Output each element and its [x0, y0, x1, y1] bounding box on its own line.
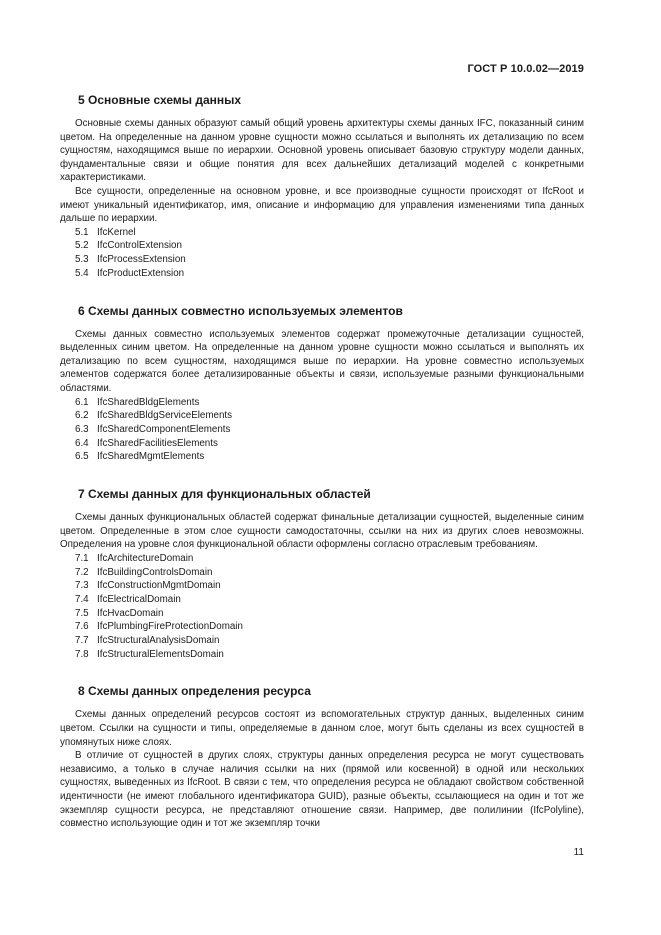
- item-number: 7.7: [75, 635, 89, 647]
- item-name: IfcBuildingControlsDomain: [97, 566, 213, 578]
- list-item: [75, 239, 584, 253]
- list-item: [75, 552, 584, 566]
- item-number: 5.4: [75, 267, 89, 279]
- paragraph: Схемы данных определений ресурсов состоят из вспомогательных структур данных, выделенных синим цветом. Ссылки на сущности и типы, определяемые в данном слое, могут быть сделаны из всех сущностей в упомянутых ниже слоях.: [60, 709, 584, 748]
- section-6: [60, 303, 584, 464]
- item-number: 7.2: [75, 566, 89, 578]
- list-item: [75, 409, 584, 423]
- item-number: 7.8: [75, 648, 89, 660]
- list-item: [75, 579, 584, 593]
- item-number: 5.3: [75, 254, 89, 266]
- list-item: [75, 607, 584, 621]
- section-heading: 5 Основные схемы данных: [78, 93, 242, 107]
- item-name: IfcArchitectureDomain: [97, 552, 194, 564]
- item-name: IfcHvacDomain: [97, 607, 164, 619]
- item-number: 7.3: [75, 580, 89, 592]
- list-item: [75, 396, 584, 410]
- list-item: [75, 267, 584, 281]
- item-name: IfcProductExtension: [97, 267, 185, 279]
- section-7: [60, 486, 584, 661]
- paragraph: Основные схемы данных образуют самый общий уровень архитектуры схемы данных IFC, показанный синим цветом. На определенные на данном уровне сущности можно ссылаться и выполнять их детализацию по всем сущностям, находящимся выше по иерархии. Основной уровень описывает базовую структуру модели данных, фундаментальные связи и общие понятия для всех дальнейших детализаций моделей с конкретными характеристиками.: [60, 118, 584, 184]
- item-number: 6.2: [75, 410, 89, 422]
- section-5: [60, 92, 584, 281]
- item-name: IfcConstructionMgmtDomain: [97, 580, 221, 592]
- item-name: IfcStructuralElementsDomain: [97, 648, 224, 660]
- section-heading: 8 Схемы данных определения ресурса: [78, 684, 311, 699]
- item-name: IfcSharedBldgElements: [97, 396, 200, 408]
- list-item: [75, 423, 584, 437]
- list-item: [75, 648, 584, 662]
- item-number: 5.2: [75, 240, 89, 252]
- item-number: 7.5: [75, 607, 89, 619]
- schema-list: [60, 226, 584, 281]
- paragraph: В отличие от сущностей в других слоях, структуры данных определения ресурса не могут существовать независимо, а только в случае наличия ссылки на них (прямой или косвенной) в одной или нескольких сущностях, выведенных из IfcRoot. В связи с тем, что определения ресурса не обладают свойством собственной идентичности (не имеют глобального идентификатора GUID), разные объекты, ссылающиеся на один и тот же экземпляр сущности ресурса, не представляют отношение связи. Например, две полилинии (IfcPolyline), совместно использующие один и тот же экземпляр точки: [60, 750, 584, 830]
- list-item: [75, 253, 584, 267]
- list-item: [75, 634, 584, 648]
- item-number: 6.4: [75, 437, 89, 449]
- item-name: IfcProcessExtension: [97, 254, 186, 266]
- paragraph: Все сущности, определенные на основном уровне, и все производные сущности происходят от IfcRoot и имеют уникальный идентификатор, имя, описание и информацию для управления изменениями типа данных дальше по иерархии.: [60, 185, 584, 225]
- page-content: [60, 92, 584, 831]
- item-number: 7.1: [75, 552, 89, 564]
- section-heading: 7 Схемы данных для функциональных областей: [78, 487, 371, 502]
- item-name: IfcSharedMgmtElements: [97, 451, 205, 463]
- list-item: [75, 450, 584, 464]
- item-name: IfcSharedBldgServiceElements: [97, 410, 233, 422]
- paragraph: Схемы данных совместно используемых элементов содержат промежуточные детализации сущностей, выделенных синим цветом. На определенные на данном уровне сущности можно ссылаться и выполнять их детализацию по всем сущностям, находящимся выше по иерархии. На уровне совместно используемых элементов содержатся более детализированные объекты и связи, используемые разными функциональными областями.: [60, 328, 584, 394]
- item-number: 6.3: [75, 423, 89, 435]
- item-number: 6.5: [75, 451, 89, 463]
- list-item: [75, 566, 584, 580]
- section-8: [60, 683, 584, 830]
- list-item: [75, 620, 584, 634]
- section-heading: 6 Схемы данных совместно используемых элементов: [78, 303, 403, 318]
- item-name: IfcSharedFacilitiesElements: [97, 437, 218, 449]
- item-number: 7.4: [75, 593, 89, 605]
- item-name: IfcStructuralAnalysisDomain: [97, 635, 220, 647]
- item-name: IfcPlumbingFireProtectionDomain: [97, 621, 243, 633]
- document-code: ГОСТ Р 10.0.02—2019: [467, 63, 584, 75]
- page-number: 11: [573, 847, 584, 858]
- item-name: IfcSharedComponentElements: [97, 423, 231, 435]
- list-item: [75, 226, 584, 240]
- item-name: IfcElectricalDomain: [97, 593, 181, 605]
- item-name: IfcKernel: [97, 226, 136, 238]
- schema-list: [60, 396, 584, 465]
- item-name: IfcControlExtension: [97, 240, 182, 252]
- list-item: [75, 437, 584, 451]
- item-number: 6.1: [75, 396, 89, 408]
- item-number: 7.6: [75, 621, 89, 633]
- schema-list: [60, 552, 584, 662]
- item-number: 5.1: [75, 226, 89, 238]
- paragraph: Схемы данных функциональных областей содержат финальные детализации сущностей, выделенные синим цветом. Определенные в этом слое сущности самодостаточны, ссылки на них из других слоев невозможны. Определения на уровне слоя функциональной области оформлены согласно отраслевым требованиям.: [60, 512, 584, 551]
- list-item: [75, 593, 584, 607]
